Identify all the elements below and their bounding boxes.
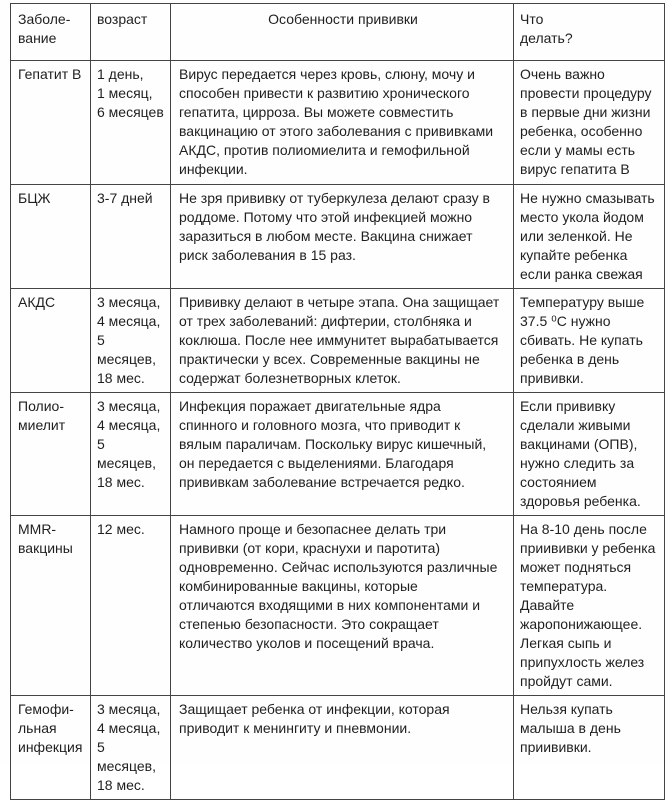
table-row — [11, 393, 665, 516]
header-features: Особенности прививки — [171, 4, 514, 61]
disease-cell: БЦЖ — [11, 185, 91, 289]
todo-cell: Очень важно провести процедуру в первые дни жизни ребенка, особенно если у мамы есть вирус гепатита В — [514, 61, 665, 185]
disease-cell: Гемофи- льная инфекция — [11, 696, 91, 800]
features-cell: Вирус передается через кровь, слюну, мочу и способен привести к развитию хронического гепатита, цирроза. Вы можете совместить вакцинацию от этого заболевания с прививками АКДС, против полиомиелита и гемофильной инфекции. — [171, 61, 514, 185]
header-row — [11, 4, 665, 61]
todo-cell: Не нужно смазывать место укола йодом или зеленкой. Не купайте ребенка если ранка свежая — [514, 185, 665, 289]
features-cell: Инфекция поражает двигательные ядра спинного и головного мозга, что приводит к вялым параличам. Поскольку вирус кишечный, он передается с выделениями. Благодаря прививкам заболевание встречается редко. — [171, 393, 514, 516]
disease-cell: АКДС — [11, 289, 91, 393]
todo-cell: Нельзя купать малыша в день приививки. — [514, 696, 665, 800]
disease-cell: MMR- вакцины — [11, 516, 91, 696]
todo-cell: На 8-10 день после приививки у ребенка может подняться температура. Давайте жаропонижающее. Легкая сыпь и припухлость желез пройдут сами. — [514, 516, 665, 696]
age-cell: 12 мес. — [91, 516, 171, 696]
todo-cell: Если прививку сделали живыми вакцинами (ОПВ), нужно следить за состоянием здоровья ребенка. — [514, 393, 665, 516]
disease-cell: Гепатит В — [11, 61, 91, 185]
age-cell: 3 месяца, 4 месяца, 5 месяцев, 18 мес. — [91, 289, 171, 393]
vaccination-table — [10, 3, 665, 800]
age-cell: 3 месяца, 4 месяца, 5 месяцев, 18 мес. — [91, 696, 171, 800]
table-row — [11, 696, 665, 800]
age-cell: 3 месяца, 4 месяца, 5 месяцев, 18 мес. — [91, 393, 171, 516]
table-row — [11, 516, 665, 696]
header-disease: Заболе- вание — [11, 4, 91, 61]
age-cell: 3-7 дней — [91, 185, 171, 289]
features-cell: Не зря прививку от туберкулеза делают сразу в роддоме. Потому что этой инфекцией можно заразиться в любом месте. Вакцина снижает риск заболевания в 15 раз. — [171, 185, 514, 289]
features-cell: Намного проще и безопаснее делать три прививки (от кори, краснухи и паротита) одновременно. Сейчас используются различные комбинированные вакцины, которые отличаются входящими в них компонентами и степенью безопасности. Это сокращает количество уколов и посещений врача. — [171, 516, 514, 696]
table-row — [11, 61, 665, 185]
features-cell: Защищает ребенка от инфекции, которая приводит к менингиту и пневмонии. — [171, 696, 514, 800]
disease-cell: Полио- миелит — [11, 393, 91, 516]
table-row — [11, 289, 665, 393]
table-row — [11, 185, 665, 289]
todo-cell: Температуру выше 37.5 ⁰С нужно сбивать. Не купать ребенка в день прививки. — [514, 289, 665, 393]
age-cell: 1 день, 1 месяц, 6 месяцев — [91, 61, 171, 185]
header-age: возраст — [91, 4, 171, 61]
header-todo: Что делать? — [514, 4, 665, 61]
features-cell: Прививку делают в четыре этапа. Она защищает от трех заболеваний: дифтерии, столбняка и коклюша. После нее иммунитет вырабатывается практически у всех. Современные вакцины не содержат болезнетворных клеток. — [171, 289, 514, 393]
